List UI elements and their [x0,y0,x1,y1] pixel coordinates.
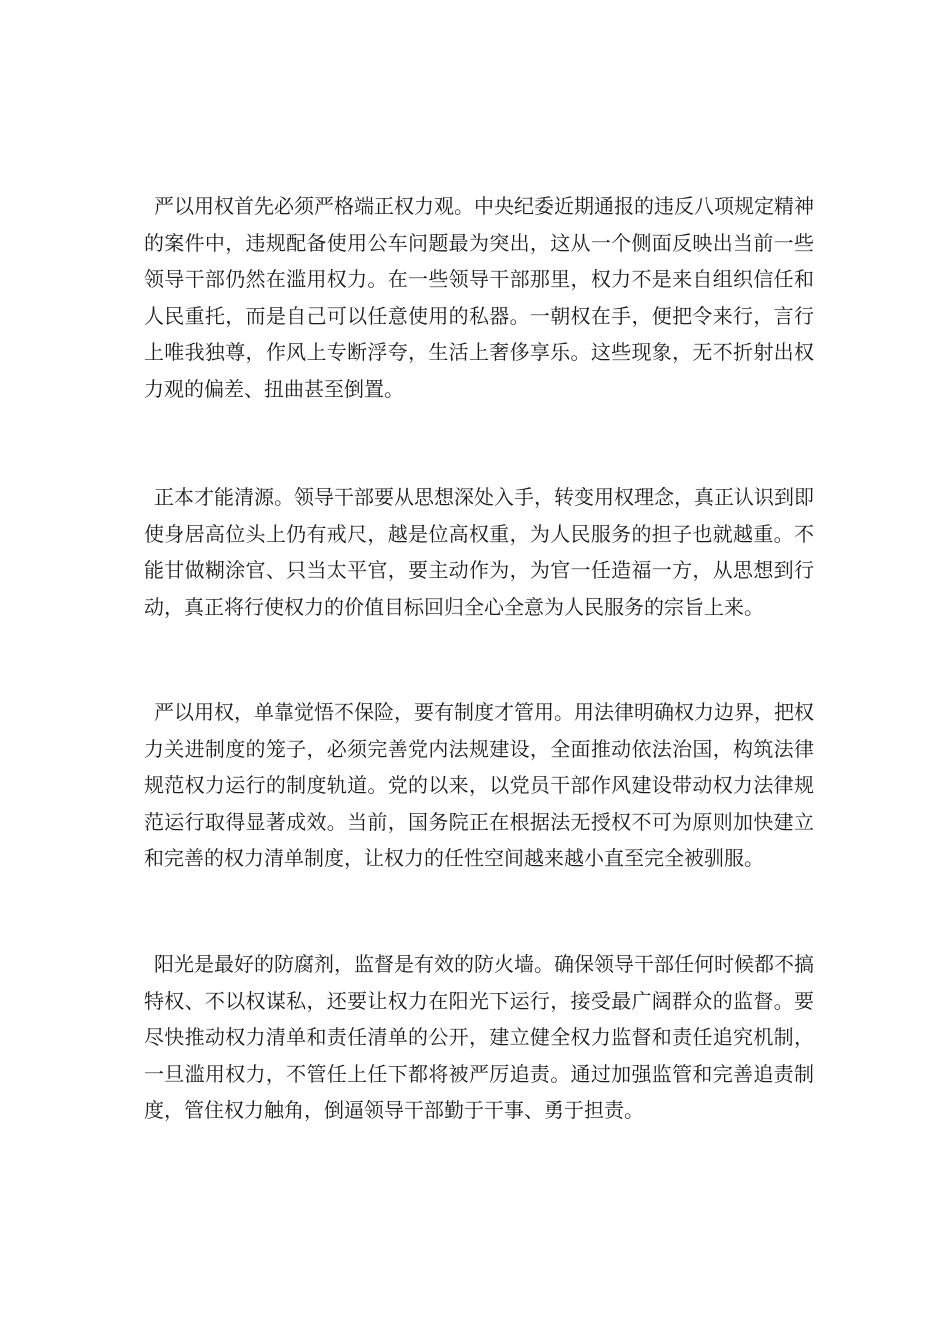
paragraph-1: 严以用权首先必须严格端正权力观。中央纪委近期通报的违反八项规定精神的案件中，违规配备使用公车问题最为突出，这从一个侧面反映出当前一些领导干部仍然在滥用权力。在一些领导干部那里，权力不是来自组织信任和人民重托，而是自己可以任意使用的私器。一朝权在手，便把令来行，言行上唯我独尊，作风上专断浮夸，生活上奢侈享乐。这些现象，无不折射出权力观的偏差、扭曲甚至倒置。 [144,194,814,401]
paragraph-3: 严以用权，单靠觉悟不保险，要有制度才管用。用法律明确权力边界，把权力关进制度的笼子，必须完善党内法规建设，全面推动依法治国，构筑法律规范权力运行的制度轨道。党的以来，以党员干部作风建设带动权力法律规范运行取得显著成效。当前，国务院正在根据法无授权不可为原则加快建立和完善的权力清单制度，让权力的任性空间越来越小直至完全被驯服。 [144,700,814,870]
paragraph-4: 阳光是最好的防腐剂，监督是有效的防火墙。确保领导干部任何时候都不搞特权、不以权谋私，还要让权力在阳光下运行，接受最广阔群众的监督。要尽快推动权力清单和责任清单的公开，建立健全权力监督和责任追究机制，一旦滥用权力，不管任上任下都将被严厉追责。通过加强监管和完善追责制度，管住权力触角，倒逼领导干部勤于干事、勇于担责。 [144,952,814,1122]
paragraph-2: 正本才能清源。领导干部要从思想深处入手，转变用权理念，真正认识到即使身居高位头上仍有戒尺，越是位高权重，为人民服务的担子也就越重。不能甘做糊涂官、只当太平官，要主动作为，为官一任造福一方，从思想到行动，真正将行使权力的价值目标回归全心全意为人民服务的宗旨上来。 [144,485,814,619]
